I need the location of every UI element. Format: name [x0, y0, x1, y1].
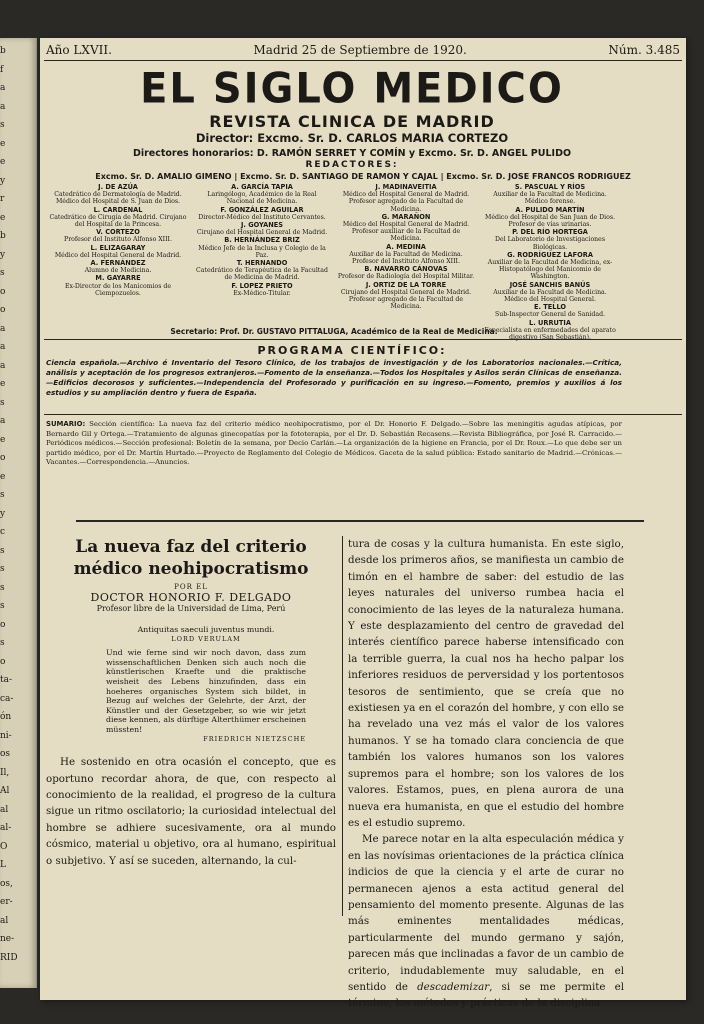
adjacent-page-fragment: s: [0, 638, 5, 648]
editor-name: B. HERNÁNDEZ BRIZ: [224, 236, 300, 245]
article-text: , si se me permite el término, los métodos y prácticas de la disciplina: [348, 980, 624, 1010]
article-emphasis: descademizar: [417, 980, 490, 993]
adjacent-page-fragment: e: [0, 379, 6, 389]
editor-title: Cirujano del Hospital General de Madrid.: [196, 229, 328, 237]
article-text: Me parece notar en la alta especulación médica y en las novísimas orientaciones de la práctica clínica indicios de que la ciencia y el arte de curar no permanecen ajenos a esta actitud general del pensamiento del momento presente. Algunas de las más eminentes mentalidades médicas, particularmente del mundo germano y sajón, parecen más que inclinadas a favor de un cambio de criterio, indudablemente muy saludable, en el sentido de: [348, 833, 624, 993]
epigraph-latin: Antiquitas saeculi juventus mundi.: [137, 625, 275, 634]
column-divider: [342, 536, 343, 916]
issue-date: Madrid 25 de Septiembre de 1920.: [253, 43, 467, 57]
adjacent-page-fragment: a: [0, 360, 6, 371]
adjacent-page-fragment: o: [0, 656, 6, 667]
adjacent-page-fragment: O: [0, 841, 8, 852]
editor-title: Alumno de Medicina.: [84, 267, 152, 275]
adjacent-page-fragment: s: [0, 490, 5, 500]
adjacent-page-fragment: ón: [0, 712, 12, 722]
editor-name: L. CARDENAL: [93, 205, 143, 214]
adjacent-page-fragment: o: [0, 453, 6, 463]
editor-name: J. GOYANES: [240, 221, 284, 230]
adjacent-page-fragment: ne-: [0, 934, 15, 944]
adjacent-page-fragment: s: [0, 564, 5, 574]
adjacent-page-fragment: a: [0, 101, 6, 112]
masthead-title: EL SIGLO MEDICO: [140, 64, 564, 114]
adjacent-page-fragment: o: [0, 619, 6, 630]
adjacent-page-fragment: os: [0, 749, 11, 759]
editor-title: Cirujano del Hospital General de Madrid. Profesor agregado de la Facultad de Medicina.: [340, 288, 472, 311]
adjacent-page-fragment: ca-: [0, 693, 14, 704]
issue-number: Núm. 3.485: [608, 43, 680, 57]
epigraph-german-author: FRIEDRICH NIETZSCHE: [203, 734, 306, 743]
editor-name: J. ORTIZ DE LA TORRE: [365, 280, 447, 289]
article-author-affiliation: Profesor libre de la Universidad de Lima, Perú: [96, 604, 286, 613]
editor-name: B. NAVARRO CÁNOVAS: [364, 265, 448, 274]
adjacent-page-fragment: ta-: [0, 675, 13, 685]
editor-name: A. FERNÁNDEZ: [90, 259, 146, 268]
adjacent-page-fragment: al: [0, 804, 9, 815]
adjacent-page-fragment: b: [0, 46, 6, 56]
programa-text: Ciencia española.—Archivo é Inventario del Tesoro Clínico, de los trabajos de investigación y de los Laboratorios nacionales.—Crítica, análisis y aceptación de los progresos extranjeros.—Fomento de la enseñanza.—Todos los Hospitales y Asilos serán Clínicas de enseñanza.—Edificios decorosos y suficientes.—Independencia del Profesorado y purificación en su ingreso.—Fomento, premios y auxilios á los estudios y su ampliación dentro y fuera de España.: [46, 358, 622, 397]
editor-title: Catedrático de Dermatología de Madrid. Médico del Hospital de S. Juan de Dios.: [54, 191, 182, 206]
article-right-column: [348, 536, 624, 1012]
sumario-text: Sección científica: La nueva faz del criterio médico neohipocratismo, por el Dr. Honorio F. Delgado.—Sobre las meningitis agudas atípicas, por Bernardo Gil y Ortega.—Tratamiento de algunas ginecopatías por la fototerapia, por el Dr. D. Sebastián Recasens.—Revista Bibliográfica, por José R. Carracido.—Periódicos médicos.—Sección profesional: Boletín de la semana, por Decio Carlán.—La organización de la higiene en Francia, por el Dr. Roux.—Lo que debe ser un partido médico, por el Dr. Martín Hurtado.—Proyecto de Reglamento del Colegio de Médicos. Gaceta de la salud pública: Estado sanitario de Madrid.—Crónicas.—Vacantes.—Correspondencia.—Anuncios.: [46, 420, 622, 466]
article-paragraph: [348, 831, 624, 1011]
adjacent-page-fragment: a: [0, 83, 6, 93]
adjacent-page-fragment: s: [0, 601, 5, 611]
adjacent-page-fragment: r: [0, 194, 5, 204]
adjacent-page-fragment: a: [0, 342, 6, 352]
article-author: DOCTOR HONORIO F. DELGADO: [90, 591, 292, 604]
editor-name: V. CORTEZO: [96, 228, 140, 237]
masthead-subtitle: REVISTA CLINICA DE MADRID: [209, 112, 495, 131]
editor-name: A. MEDINA: [386, 242, 426, 251]
article-rule: [76, 520, 644, 522]
editor-title: Médico del Hospital General de Madrid.: [54, 251, 182, 259]
article-left-column: [46, 536, 336, 936]
epigraph-latin-author: LORD VERULAM: [171, 634, 241, 643]
adjacent-page-fragment: a: [0, 323, 6, 334]
article-paragraph: He sostenido en otra ocasión el concepto, que es oportuno recordar ahora, de que, con respecto al conocimiento de la realidad, el progreso de la cultura sigue un ritmo oscilatorio; la curiosidad intelectual del hombre se adhiere sucesivamente, ora al mundo cósmico, material u objetivo, ora al humano, espiritual o subjetivo. Y así se suceden, alternando, la cul-: [46, 756, 336, 867]
editor-name: F. GONZÁLEZ AGUILAR: [220, 205, 304, 214]
editor-title: Profesor de Radiología del Hospital Militar.: [337, 273, 475, 281]
editors-column: [478, 183, 622, 342]
issue-line: [46, 43, 680, 57]
editor-title: Sub-Inspector General de Sanidad.: [494, 311, 605, 319]
adjacent-page-fragment: b: [0, 231, 6, 241]
editor-name: G. RODRÍGUEZ LAFORA: [507, 250, 593, 259]
editor-name: J. DE AZÚA: [98, 183, 138, 191]
issue-year: Año LXVII.: [46, 43, 112, 57]
editor-title: Auxiliar de la Facultad de Medicina. Médico forense.: [493, 191, 607, 206]
adjacent-page-fragment: RID: [0, 952, 18, 963]
adjacent-page-fragment: al: [0, 915, 9, 926]
editor-title: Ex-Director de los Manicomios de Ciempozuelos.: [64, 282, 172, 297]
adjacent-page-fragment: s: [0, 397, 5, 408]
editor-title: Catedrático de Cirugía de Madrid. Cirujano del Hospital de la Princesa.: [49, 213, 187, 229]
adjacent-page-fragment: Al: [0, 786, 10, 796]
adjacent-page-fragment: s: [0, 545, 5, 556]
editor-title: Ex-Médico-Titular.: [233, 289, 291, 297]
editor-title: Especialista en enfermedades del aparato digestivo (San Sebastián).: [484, 326, 616, 342]
article-title: La nueva faz del criterio médico neohipocratismo: [73, 537, 309, 579]
adjacent-page-fragment: y: [0, 175, 6, 186]
editor-title: Director-Médico del Instituto Cervantes.: [198, 213, 326, 221]
adjacent-page-fragment: L: [0, 860, 6, 870]
adjacent-page-fragment: s: [0, 582, 5, 593]
adjacent-page-fragment: y: [0, 508, 6, 519]
programa-rule: [44, 339, 682, 340]
editor-title: Catedrático de Terapéutica de la Facultad de Medicina de Madrid.: [196, 267, 328, 282]
adjacent-page-fragment: e: [0, 157, 6, 167]
programa-title: PROGRAMA CIENTÍFICO:: [257, 344, 447, 357]
article-body-left: [46, 754, 336, 869]
editor-name: A. GARCÍA TAPIA: [231, 183, 293, 191]
editors-column: [46, 184, 190, 324]
editor-name: P. DEL RÍO HORTEGA: [512, 228, 588, 237]
editor-name: L. ELIZAGARAY: [90, 243, 146, 252]
adjacent-page-fragment: os,: [0, 878, 13, 889]
adjacent-page-fragment: a: [0, 416, 6, 426]
top-rule: [44, 60, 682, 61]
adjacent-page-fragment: s: [0, 120, 5, 130]
editor-title: Auxiliar de la Facultad de Medicina. Médico del Hospital General.: [493, 288, 607, 304]
editor-title: Auxiliar de la Facultad de Medicina, ex-Histopatólogo del Manicomio de Washington.: [487, 259, 613, 281]
editor-name: E. TELLO: [533, 303, 567, 312]
adjacent-page-fragment: s: [0, 268, 5, 278]
honorary-directors: Directores honorarios: D. RAMÓN SERRET Y COMÍN y Excmo. Sr. D. ANGEL PULIDO: [132, 148, 572, 159]
editor-title: Médico del Hospital de San Juan de Dios. Profesor de vías urinarias.: [485, 213, 615, 229]
editor-title: Profesor del Instituto Alfonso XIII.: [64, 236, 172, 244]
adjacent-page-fragment: er-: [0, 897, 13, 907]
editor-title: Médico del Hospital General de Madrid. Profesor agregado de la Facultad de Medicina.: [342, 191, 470, 213]
editor-title: Del Laboratorio de Investigaciones Biológicas.: [495, 236, 605, 251]
adjacent-page-fragment: o: [0, 286, 6, 297]
sumario-label: SUMARIO:: [46, 420, 86, 428]
adjacent-page-fragment: e: [0, 212, 6, 223]
editor-name: JOSÉ SANCHIS BANÚS: [509, 280, 591, 289]
article-paragraph: tura de cosas y la cultura humanista. En este siglo, desde los primeros años, se manifiesta un cambio de timón en el hambre de saber: del estudio de las leyes naturales del universo rumbea hacia el conocimiento de las leyes de la naturaleza humana. Y este desplazamiento del centro de gravedad del interés científico parece haberse intensificado con la terrible guerra, la cual nos ha hecho palpar los inferiores residuos de perversidad y los portentosos tesoros de sentimiento, que se creía que no existiesen ya en el corazón del hombre, y con ello se ha revelado una vez más el valor de los valores humanos. Y se ha tomado clara conciencia de que también los valores humanos son los valores supremos para el hombre; son los valores de los valores. Estamos, pues, en plena aurora de una nueva era humanista, en que el estudio del hombre es el estudio supremo.: [348, 538, 624, 829]
epigraph: [106, 625, 306, 744]
adjacent-page-fragment: e: [0, 138, 6, 149]
epigraph-german: Und wie ferne sind wir noch davon, dass zum wissenschaftlichen Denken sich auch noch die künstlerischen Kraefte und die praktische weisheit des Lebens hinzufinden, dass ein hoeheres organisches System sich bildet, in Bezug auf welches der Gelehrte, der Arzt, der Künstler und der Gesetzgeber, so wie wir jetzt diese kennen, als dürftige Alterthümer erscheinen müssten!: [106, 648, 306, 734]
adjacent-page-fragment: f: [0, 64, 4, 75]
editor-name: T. HERNANDO: [236, 259, 288, 268]
editor-name: A. PULIDO MARTÍN: [515, 205, 585, 214]
adjacent-page-fragment: e: [0, 434, 6, 445]
editors-column: [190, 184, 334, 324]
senior-editors: Excmo. Sr. D. AMALIO GIMENO | Excmo. Sr. D. SANTIAGO DE RAMON Y CAJAL | Excmo. Sr. D. JOSE FRANCOS RODRIGUEZ: [95, 172, 631, 181]
adjacent-page-fragment: c: [0, 527, 6, 537]
director-line: Director: Excmo. Sr. D. CARLOS MARIA CORTEZO: [195, 131, 509, 145]
editors-column: [334, 184, 478, 324]
editor-name: F. LOPEZ PRIETO: [231, 281, 293, 290]
editor-title: Auxiliar de la Facultad de Medicina. Profesor del Instituto Alfonso XIII.: [349, 250, 463, 266]
adjacent-page-fragment: Il,: [0, 767, 10, 778]
editor-name: L. URRUTIA: [529, 318, 571, 327]
editor-name: S. PASCUAL Y RÍOS: [514, 183, 586, 191]
editor-title: Médico del Hospital General de Madrid. Profesor auxiliar de la Facultad de Medicina.: [342, 221, 470, 243]
adjacent-page-fragment: y: [0, 249, 6, 260]
adjacent-page-edge: [0, 38, 37, 988]
adjacent-page-fragment: al-: [0, 823, 12, 833]
sumario: [46, 420, 622, 468]
sumario-rule: [44, 414, 682, 415]
redactores-heading: REDACTORES:: [305, 160, 399, 170]
editor-title: Médico Jefe de la Inclusa y Colegio de la Paz.: [198, 244, 326, 259]
adjacent-page-fragment: ni-: [0, 730, 12, 741]
secretary-line: Secretario: Prof. Dr. GUSTAVO PITTALUGA, Académico de la Real de Medicina.: [170, 327, 498, 336]
adjacent-page-fragment: o: [0, 305, 6, 315]
editor-name: G. MARAÑON: [381, 212, 431, 221]
article-por: POR EL: [174, 583, 208, 591]
adjacent-page-fragment: e: [0, 471, 6, 482]
editor-name: M. GAYARRE: [95, 274, 141, 283]
editor-name: J. MADINAVEITIA: [375, 183, 437, 191]
editor-title: Laringólogo, Académico de la Real Nacional de Medicina.: [207, 191, 317, 206]
